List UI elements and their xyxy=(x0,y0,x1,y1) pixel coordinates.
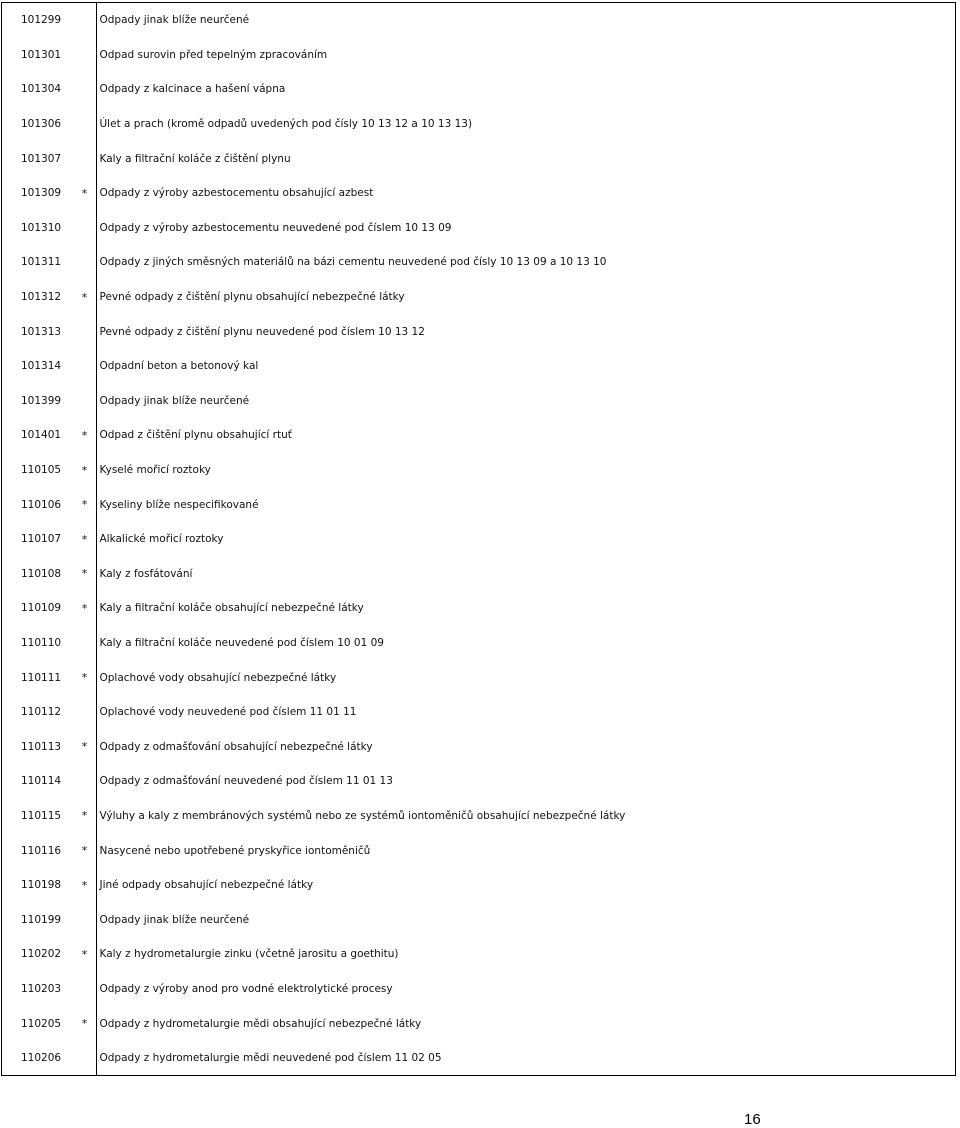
waste-name-cell: Kaly z fosfátování xyxy=(96,557,956,592)
waste-code-cell: 110116 xyxy=(2,833,74,868)
waste-name-cell: Kaly a filtrační koláče z čištění plynu xyxy=(96,141,956,176)
hazard-marker-cell: * xyxy=(81,844,88,858)
waste-code-cell: 110107 xyxy=(2,522,74,557)
hazard-marker-cell: * xyxy=(81,428,88,442)
waste-code-cell: 110202 xyxy=(2,937,74,972)
waste-code-cell: 101314 xyxy=(2,349,74,384)
hazard-marker-cell: * xyxy=(81,498,88,512)
hazard-marker-cell xyxy=(74,764,97,799)
waste-name-cell: Kaly a filtrační koláče neuvedené pod číslem 10 01 09 xyxy=(96,626,956,661)
waste-code-cell: 110206 xyxy=(2,1041,74,1076)
hazard-marker-cell xyxy=(74,626,97,661)
page-number: 16 xyxy=(744,1111,761,1128)
waste-name-cell: Kyseliny blíže nespecifikované xyxy=(96,487,956,522)
table-row xyxy=(2,1006,956,1041)
waste-code-cell: 101311 xyxy=(2,245,74,280)
table-row xyxy=(2,349,956,384)
hazard-marker-cell xyxy=(74,1041,97,1076)
hazard-marker-cell: * xyxy=(81,186,88,200)
waste-code-cell: 110199 xyxy=(2,902,74,937)
table-row xyxy=(2,833,956,868)
waste-code-cell: 110198 xyxy=(2,868,74,903)
waste-code-cell: 110112 xyxy=(2,695,74,730)
waste-code-cell: 110113 xyxy=(2,729,74,764)
waste-code-cell: 110115 xyxy=(2,799,74,834)
hazard-marker-cell xyxy=(74,211,97,246)
waste-code-cell: 101306 xyxy=(2,107,74,142)
waste-code-cell: 110203 xyxy=(2,972,74,1007)
waste-code-cell: 101399 xyxy=(2,384,74,419)
waste-code-cell: 110108 xyxy=(2,557,74,592)
table-row xyxy=(2,902,956,937)
waste-catalogue-table xyxy=(1,2,956,1076)
waste-code-cell: 110114 xyxy=(2,764,74,799)
hazard-marker-cell xyxy=(74,314,97,349)
waste-name-cell: Úlet a prach (kromě odpadů uvedených pod čísly 10 13 12 a 10 13 13) xyxy=(96,107,956,142)
hazard-marker-cell: * xyxy=(81,1017,88,1031)
waste-code-cell: 110109 xyxy=(2,591,74,626)
table-row xyxy=(2,141,956,176)
waste-name-cell: Odpady jinak blíže neurčené xyxy=(96,902,956,937)
waste-name-cell: Kaly a filtrační koláče obsahující nebezpečné látky xyxy=(96,591,956,626)
waste-name-cell: Pevné odpady z čištění plynu neuvedené pod číslem 10 13 12 xyxy=(96,314,956,349)
table-row xyxy=(2,660,956,695)
waste-name-cell: Odpady z výroby azbestocementu neuvedené pod číslem 10 13 09 xyxy=(96,211,956,246)
hazard-marker-cell xyxy=(74,107,97,142)
waste-name-cell: Odpady z hydrometalurgie mědi neuvedené pod číslem 11 02 05 xyxy=(96,1041,956,1076)
hazard-marker-cell xyxy=(74,38,97,73)
hazard-marker-cell: * xyxy=(81,463,88,477)
table-row xyxy=(2,487,956,522)
waste-name-cell: Odpady z jiných směsných materiálů na bázi cementu neuvedené pod čísly 10 13 09 a 10 13 10 xyxy=(96,245,956,280)
waste-code-cell: 101310 xyxy=(2,211,74,246)
table-row xyxy=(2,3,956,38)
table-row xyxy=(2,211,956,246)
table-row xyxy=(2,764,956,799)
waste-name-cell: Kyselé mořicí roztoky xyxy=(96,453,956,488)
table-row xyxy=(2,557,956,592)
hazard-marker-cell: * xyxy=(81,290,88,304)
hazard-marker-cell: * xyxy=(81,567,88,581)
waste-name-cell: Odpady z odmašťování neuvedené pod číslem 11 01 13 xyxy=(96,764,956,799)
waste-name-cell: Odpad z čištění plynu obsahující rtuť xyxy=(96,418,956,453)
table-row xyxy=(2,384,956,419)
table-row xyxy=(2,937,956,972)
hazard-marker-cell: * xyxy=(81,532,88,546)
table-row xyxy=(2,72,956,107)
waste-name-cell: Odpady jinak blíže neurčené xyxy=(96,384,956,419)
waste-code-cell: 101304 xyxy=(2,72,74,107)
waste-code-cell: 101301 xyxy=(2,38,74,73)
table-row xyxy=(2,245,956,280)
table-row xyxy=(2,522,956,557)
hazard-marker-cell xyxy=(74,245,97,280)
waste-code-cell: 110110 xyxy=(2,626,74,661)
waste-code-cell: 110205 xyxy=(2,1006,74,1041)
table-row xyxy=(2,38,956,73)
hazard-marker-cell xyxy=(74,384,97,419)
hazard-marker-cell: * xyxy=(81,671,88,685)
table-row xyxy=(2,453,956,488)
waste-code-cell: 101307 xyxy=(2,141,74,176)
hazard-marker-cell xyxy=(74,972,97,1007)
table-row xyxy=(2,314,956,349)
waste-name-cell: Výluhy a kaly z membránových systémů nebo ze systémů iontoměničů obsahující nebezpečné látky xyxy=(96,799,956,834)
waste-code-cell: 101299 xyxy=(2,3,74,38)
hazard-marker-cell: * xyxy=(81,809,88,823)
table-row xyxy=(2,176,956,211)
table-row xyxy=(2,1041,956,1076)
waste-name-cell: Odpady z výroby azbestocementu obsahující azbest xyxy=(96,176,956,211)
waste-name-cell: Odpady z odmašťování obsahující nebezpečné látky xyxy=(96,729,956,764)
table-row xyxy=(2,280,956,315)
waste-name-cell: Pevné odpady z čištění plynu obsahující nebezpečné látky xyxy=(96,280,956,315)
hazard-marker-cell xyxy=(74,3,97,38)
table-row xyxy=(2,868,956,903)
table-body xyxy=(2,3,956,1076)
hazard-marker-cell: * xyxy=(81,601,88,615)
waste-name-cell: Alkalické mořicí roztoky xyxy=(96,522,956,557)
hazard-marker-cell xyxy=(74,72,97,107)
waste-code-cell: 101312 xyxy=(2,280,74,315)
waste-code-cell: 110111 xyxy=(2,660,74,695)
table-row xyxy=(2,695,956,730)
waste-name-cell: Odpady z hydrometalurgie mědi obsahující nebezpečné látky xyxy=(96,1006,956,1041)
waste-name-cell: Kaly z hydrometalurgie zinku (včetně jarositu a goethitu) xyxy=(96,937,956,972)
hazard-marker-cell xyxy=(74,141,97,176)
hazard-marker-cell: * xyxy=(81,878,88,892)
table-row xyxy=(2,972,956,1007)
hazard-marker-cell xyxy=(74,695,97,730)
waste-code-cell: 101313 xyxy=(2,314,74,349)
table-row xyxy=(2,418,956,453)
waste-code-cell: 101309 xyxy=(2,176,74,211)
waste-name-cell: Odpad surovin před tepelným zpracováním xyxy=(96,38,956,73)
waste-name-cell: Nasycené nebo upotřebené pryskyřice iontoměničů xyxy=(96,833,956,868)
hazard-marker-cell: * xyxy=(81,947,88,961)
hazard-marker-cell xyxy=(74,349,97,384)
hazard-marker-cell xyxy=(74,902,97,937)
waste-name-cell: Odpady z výroby anod pro vodné elektrolytické procesy xyxy=(96,972,956,1007)
table-row xyxy=(2,591,956,626)
table-row xyxy=(2,799,956,834)
waste-code-cell: 110105 xyxy=(2,453,74,488)
waste-name-cell: Jiné odpady obsahující nebezpečné látky xyxy=(96,868,956,903)
table-row xyxy=(2,107,956,142)
hazard-marker-cell: * xyxy=(81,740,88,754)
waste-name-cell: Oplachové vody obsahující nebezpečné látky xyxy=(96,660,956,695)
waste-name-cell: Odpady z kalcinace a hašení vápna xyxy=(96,72,956,107)
waste-code-cell: 110106 xyxy=(2,487,74,522)
waste-code-cell: 101401 xyxy=(2,418,74,453)
waste-name-cell: Odpadní beton a betonový kal xyxy=(96,349,956,384)
waste-name-cell: Odpady jinak blíže neurčené xyxy=(96,3,956,38)
table-row xyxy=(2,729,956,764)
waste-name-cell: Oplachové vody neuvedené pod číslem 11 01 11 xyxy=(96,695,956,730)
table-row xyxy=(2,626,956,661)
